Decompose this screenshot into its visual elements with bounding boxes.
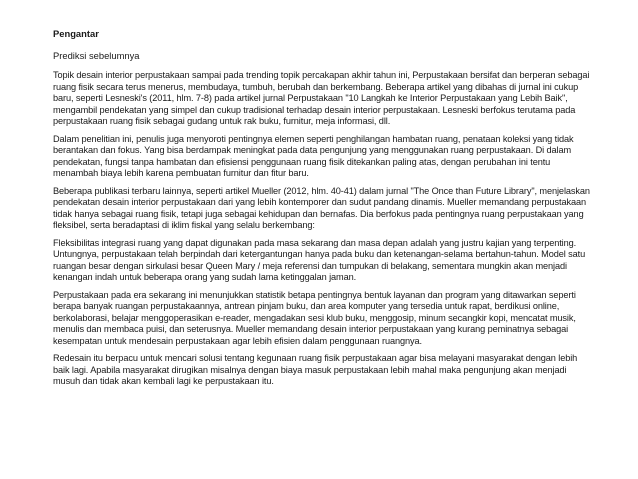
document-subtitle: Prediksi sebelumnya bbox=[53, 50, 140, 61]
paragraph-3: Beberapa publikasi terbaru lainnya, seperti artikel Mueller (2012, hlm. 40-41) dalam jurnal "The Once than Future Library", menjelaskan pendekatan desain interior perpustakaan dari yang lebih kontemporer dan sudut pandang dinamis. Mueller memandang perpustakaan tidak hanya sebagai ruang fisik, tetapi juga sebagai kehidupan dan bernafas. Dia berfokus pada pentingnya ruang perpustakaan yang fleksibel, serta beradaptasi di iklim fiskal yang selalu berkembang: bbox=[53, 185, 590, 230]
paragraph-2: Dalam penelitian ini, penulis juga menyoroti pentingnya elemen seperti penghilangan hambatan ruang, penataan koleksi yang tidak berantakan dan fokus. Yang bisa berdampak meningkat pada data pengunjung yang menggunakan ruang perpustakaan. Di dalam pendekatan, fungsi tanpa hambatan dan efisiensi penggunaan ruang fisik ditekankan paling atas, dengan perubahan ini tentu menambah biaya lebih karena pembuatan furnitur dan fitur baru. bbox=[53, 133, 574, 178]
paragraph-5: Perpustakaan pada era sekarang ini menunjukkan statistik betapa pentingnya bentuk layanan dan program yang ditawarkan seperti berapa banyak ruangan perpustakaannya, antrean pinjam buku, dan area komputer yang tersedia untuk rapat, berdikusi online, berkolaborasi, belajar menggoperasikan e-reader, mengadakan sesi klub buku, menggosip, minum secangkir kopi, mencatat musik, menulis dan membaca puisi, dan seterusnya. Mueller memandang desain interior perpustakaan yang kurang peminatnya sebagai kesempatan untuk mendesain perpustakaan agar lebih efisien dalam penggunaan ruangnya. bbox=[53, 289, 576, 346]
document-title: Pengantar bbox=[53, 28, 99, 39]
paragraph-6: Redesain itu berpacu untuk mencari solusi tentang kegunaan ruang fisik perpustakaan agar bisa melayani masyarakat dengan lebih baik lagi. Apabila masyarakat dirugikan misalnya dengan biaya masuk perpustakaan lebih mahal maka pengunjung akan menjadi musuh dan tidak akan kembali lagi ke perpustakaan itu. bbox=[53, 353, 578, 386]
paragraph-1: Topik desain interior perpustakaan sampai pada trending topik percakapan akhir tahun ini, Perpustakaan bersifat dan berperan sebagai ruang fisik secara terus menerus, membudaya, tumbuh, berubah dan berkembang. Beberapa artikel yang dibahas di jurnal ini cukup baru, seperti Lesneski's (2011, hlm. 7-8) pada artikel jurnal Perpustakaan "10 Langkah ke Interior Perpustakaan yang Lebih Baik", mengambil pendekatan yang simpel dan cukup tradisional terhadap desain interior perpustakaan. Lesneski berfokus terutama pada perpustakaan ruang fisik sebagai gudang untuk rak buku, furnitur, meja informasi, dll. bbox=[53, 70, 590, 126]
paragraph-4: Fleksibilitas integrasi ruang yang dapat digunakan pada masa sekarang dan masa depan adalah yang justru kajian yang terpenting. Untungnya, perpustakaan telah berpindah dari ketergantungan hanya pada buku dan ketenangan-selama bertahun-tahun. Model satu ruangan besar dengan sirkulasi besar Queen Mary / meja referensi dan tumpukan di belakang, sementara mungkin akan menjadi kenangan indah untuk beberapa orang yang sudah lama ketinggalan jaman. bbox=[53, 237, 586, 282]
